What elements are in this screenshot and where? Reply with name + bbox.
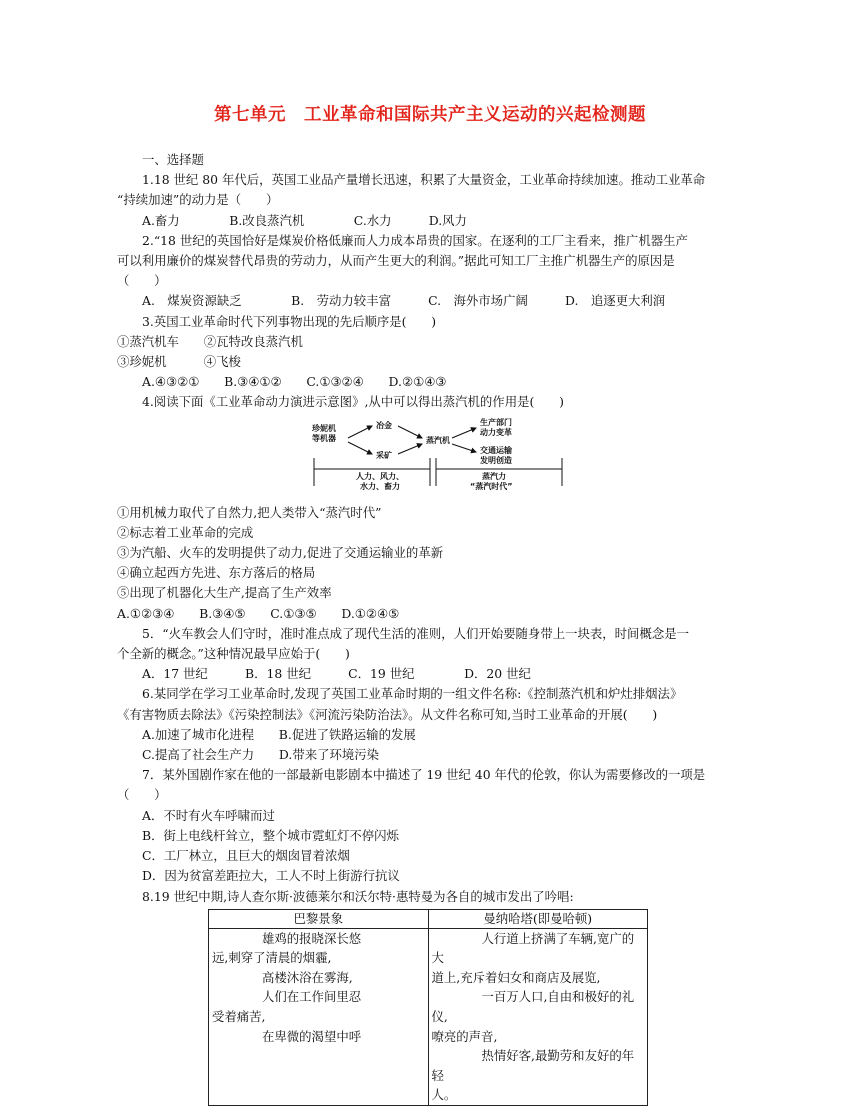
- question-2-options: A. 煤炭资源缺乏 B. 劳动力较丰富 C. 海外市场广阔 D. 追逐更大利润: [142, 293, 666, 309]
- node-jenny: 珍妮机: [312, 423, 336, 433]
- question-1-stem-cont: “持续加速”的动力是（ ）: [117, 192, 279, 208]
- power-evolution-diagram: [310, 418, 570, 496]
- poem-right-line: 人行道上挤满了车辆,宽广的大: [431, 930, 635, 966]
- bracket-right-line2: “蒸汽时代”: [470, 481, 513, 491]
- question-2-answer-blank: （ ）: [117, 273, 167, 289]
- question-7-option-b: B．街上电线杆耸立，整个城市霓虹灯不停闪烁: [142, 827, 399, 843]
- poem-right-cell: [428, 928, 648, 1105]
- question-3-items-a: ①蒸汽机车 ②瓦特改良蒸汽机: [117, 333, 303, 349]
- poem-left-line: 受着痛苦,: [212, 1009, 266, 1025]
- node-mining: 采矿: [376, 450, 392, 460]
- bracket-right-line1: 蒸汽力: [482, 471, 506, 481]
- question-8-stem: 8.19 世纪中期,诗人查尔斯·波德莱尔和沃尔特·惠特曼为各自的城市发出了吟唱:: [142, 888, 574, 904]
- poem-right-line: 热情好客,最勤劳和友好的年轻: [431, 1048, 635, 1083]
- question-7-option-d: D．因为贫富差距拉大，工人不时上街游行抗议: [142, 868, 400, 884]
- poem-left-line: 远,刺穿了清晨的烟霾,: [212, 950, 332, 966]
- question-5-stem: 5．“火车教会人们守时，准时准点成了现代生活的准则，人们开始要随身带上一块表，时间概念是一: [142, 625, 690, 641]
- poem-left-line: 高楼沐浴在雾海,: [262, 969, 353, 985]
- question-1-options: A.畜力 B.改良蒸汽机 C.水力 D.风力: [142, 212, 467, 228]
- question-4-statement-4: ④确立起西方先进、东方落后的格局: [117, 565, 316, 581]
- poem-left-heading: 巴黎景象: [209, 909, 429, 928]
- question-5-options: A．17 世纪 B．18 世纪 C．19 世纪 D．20 世纪: [142, 666, 531, 682]
- node-power-change: 动力变革: [480, 427, 512, 437]
- page-title: 第七单元 工业革命和国际共产主义运动的兴起检测题: [214, 105, 646, 125]
- node-invention: 发明创造: [480, 455, 512, 465]
- question-7-option-a: A．不时有火车呼啸而过: [142, 807, 275, 823]
- question-6-options-ab: A.加速了城市化进程 B.促进了铁路运输的发展: [142, 726, 416, 742]
- poem-right-line: 一百万人口,自由和极好的礼仪,: [431, 989, 635, 1025]
- question-6-stem: 6.某同学在学习工业革命时,发现了英国工业革命时期的一组文件名称:《控制蒸汽机和炉灶排烟法》: [142, 686, 683, 702]
- poem-right-line: 人。: [431, 1087, 457, 1103]
- node-smelting: 冶金: [376, 420, 392, 430]
- node-production: 生产部门: [480, 417, 512, 427]
- question-7-option-c: C．工厂林立，且巨大的烟囱冒着浓烟: [142, 848, 350, 864]
- poem-left-line: 在卑微的渴望中呼: [262, 1028, 362, 1044]
- node-steam-engine: 蒸汽机: [426, 435, 450, 445]
- question-4-statement-3: ③为汽船、火车的发明提供了动力,促进了交通运输业的革新: [117, 545, 444, 561]
- question-5-stem-cont: 个全新的概念。”这种情况最早应始于( ): [117, 646, 350, 662]
- question-1-stem: 1.18 世纪 80 年代后，英国工业品产量增长迅速，积累了大量资金，工业革命持续加速。推动工业革命: [142, 172, 706, 188]
- node-transport: 交通运输: [480, 445, 512, 455]
- question-4-stem: 4.阅读下面《工业革命动力演进示意图》,从中可以得出蒸汽机的作用是( ): [142, 394, 564, 410]
- question-4-statement-2: ②标志着工业革命的完成: [117, 524, 254, 540]
- section-heading: 一、选择题: [142, 152, 204, 167]
- poem-left-line: 人们在工作间里忍: [262, 989, 362, 1005]
- bracket-left-line2: 水力、畜力: [360, 481, 400, 491]
- question-7-stem: 7．某外国剧作家在他的一部最新电影剧本中描述了 19 世纪 40 年代的伦敦，你认为需要修改的一项是: [142, 767, 706, 783]
- question-6-options-cd: C.提高了社会生产力 D.带来了环境污染: [142, 747, 380, 763]
- question-4-options: A.①②③④ B.③④⑤ C.①③⑤ D.①②④⑤: [117, 605, 400, 621]
- question-6-stem-cont: 《有害物质去除法》《污染控制法》《河流污染防治法》。从文件名称可知,当时工业革命的开展( ): [117, 706, 658, 722]
- diagram-arrows: [310, 418, 570, 496]
- question-3-items-b: ③珍妮机 ④飞梭: [117, 354, 241, 370]
- question-list: [117, 150, 741, 1106]
- poem-table: [208, 909, 648, 1106]
- poem-left-line: 雄鸡的报晓深长悠: [262, 930, 362, 946]
- question-2-stem: 2.“18 世纪的英国恰好是煤炭价格低廉而人力成本昂贵的国家。在逐利的工厂主看来，推广机器生产: [142, 232, 688, 248]
- poem-left-cell: [209, 928, 429, 1105]
- poem-right-line: 嘹亮的声音,: [431, 1028, 498, 1044]
- question-4-statement-1: ①用机械力取代了自然力,把人类带入“蒸汽时代”: [117, 504, 382, 520]
- question-3-options: A.④③②① B.③④①② C.①③②④ D.②①④③: [142, 374, 447, 390]
- question-4-statement-5: ⑤出现了机器化大生产,提高了生产效率: [117, 585, 332, 601]
- poem-right-heading: 曼纳哈塔(即曼哈顿): [428, 909, 648, 928]
- question-7-stem-cont: （ ）: [117, 787, 167, 803]
- question-2-stem-cont: 可以利用廉价的煤炭替代昂贵的劳动力，从而产生更大的利润。”据此可知工厂主推广机器生产的原因是: [117, 253, 675, 269]
- node-machines: 等机器: [312, 433, 336, 443]
- poem-right-line: 道上,充斥着妇女和商店及展览,: [431, 969, 601, 985]
- bracket-left-line1: 人力、风力、: [356, 471, 404, 481]
- question-3-stem: 3.英国工业革命时代下列事物出现的先后顺序是( ): [142, 313, 437, 329]
